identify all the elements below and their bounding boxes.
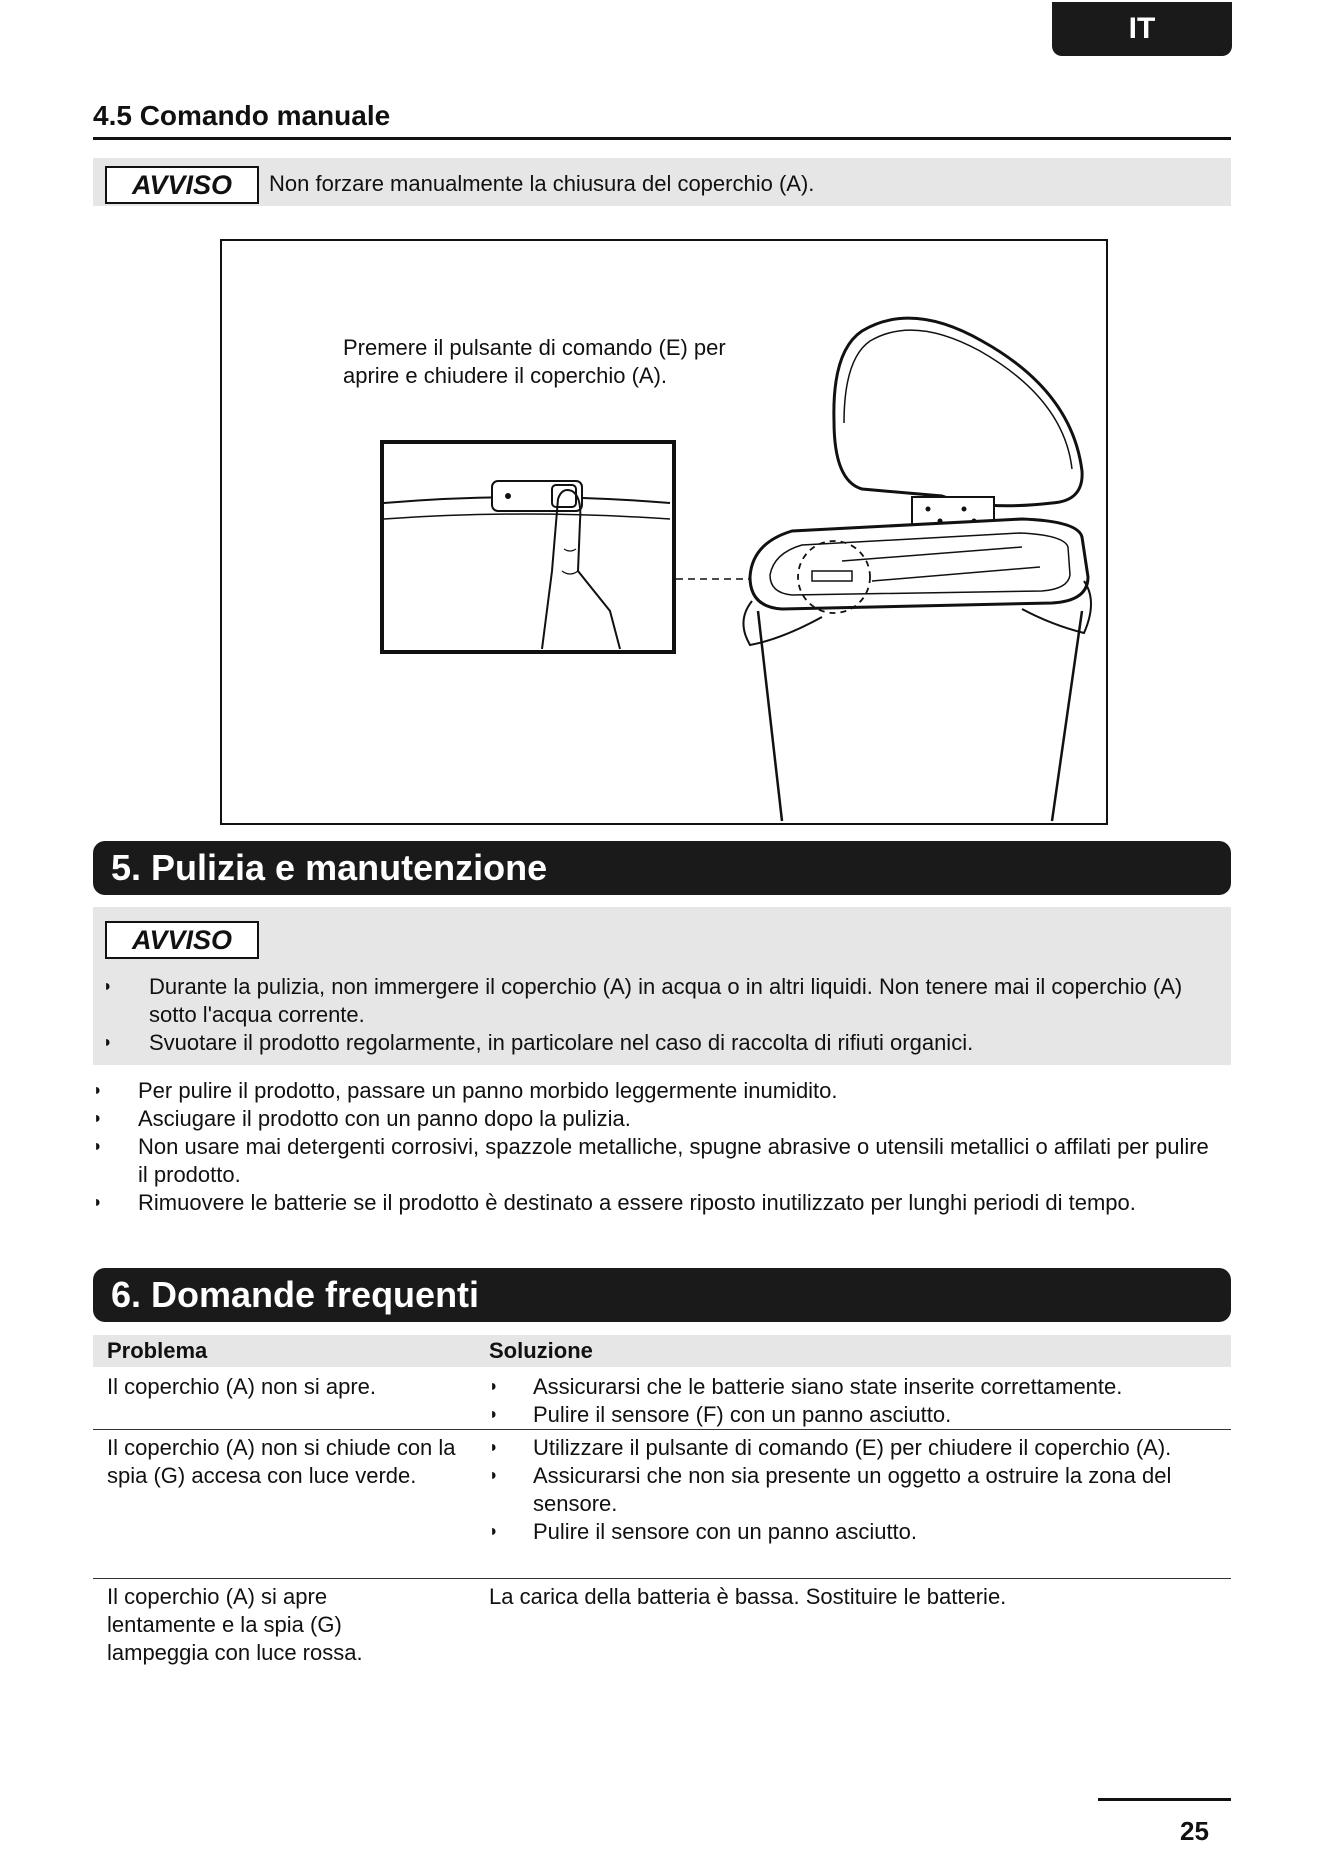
bullet-icon: ◗ [93,1082,103,1099]
list-item: ◗ Rimuovere le batterie se il prodotto è destinato a essere riposto inutilizzato per lunghi periodi di tempo. [93,1190,1136,1215]
table-row-divider [93,1429,1231,1430]
faq-problem-cell: Il coperchio (A) non si apre. [107,1374,377,1399]
illustration-frame [220,239,1108,825]
notice-box-cleaning [93,907,1231,1065]
figure-caption-line-1: Premere il pulsante di comando (E) per [343,335,726,360]
faq-solution-list [489,1434,1229,1546]
list-item: ◗ Pulire il sensore con un panno asciutto. [489,1519,918,1544]
column-header-solution: Soluzione [489,1338,593,1363]
section-rule [93,137,1231,140]
bullet-icon: ◗ [489,1523,499,1540]
list-item: ◗ Durante la pulizia, non immergere il coperchio (A) in acqua o in altri liquidi. Non tenere mai il coperchio (A) sotto l'acqua corrente. [103,974,1183,1027]
list-item: ◗ Assicurarsi che non sia presente un oggetto a ostruire la zona del sensore. [489,1463,1172,1516]
trash-can-illustration [222,241,1106,823]
notice-box-manual [93,158,1231,206]
bullet-icon: ◗ [93,1194,103,1211]
list-item: ◗ Assicurarsi che le batterie siano state inserite correttamente. [489,1374,1123,1399]
notice-list [103,973,1203,1057]
faq-problem-cell: Il coperchio (A) si apre lentamente e la spia (G) lampeggia con luce rossa. [107,1584,363,1665]
list-item: ◗ Asciugare il prodotto con un panno dopo la pulizia. [93,1106,631,1131]
column-header-problem: Problema [107,1338,208,1363]
list-item: ◗ Svuotare il prodotto regolarmente, in particolare nel caso di raccolta di rifiuti organici. [103,1030,974,1055]
section-title-cleaning: 5. Pulizia e manutenzione [93,841,1231,895]
list-item: ◗ Pulire il sensore (F) con un panno asciutto. [489,1402,952,1427]
footer-rule [1098,1798,1231,1801]
bullet-icon: ◗ [103,1034,113,1051]
language-tab: IT [1052,2,1232,56]
figure-caption-line-2: aprire e chiudere il coperchio (A). [343,363,668,388]
bullet-icon: ◗ [489,1378,499,1395]
table-row-divider [93,1578,1231,1579]
bullet-icon: ◗ [489,1406,499,1423]
faq-table-header [93,1335,1231,1367]
bullet-icon: ◗ [489,1467,499,1484]
faq-solution-cell: La carica della batteria è bassa. Sostituire le batterie. [489,1584,1007,1609]
list-item: ◗ Utilizzare il pulsante di comando (E) per chiudere il coperchio (A). [489,1435,1172,1460]
bullet-icon: ◗ [93,1110,103,1127]
page-number: 25 [1180,1816,1209,1846]
bullet-icon: ◗ [489,1439,499,1456]
faq-problem-cell: Il coperchio (A) non si chiude con la spia (G) accesa con luce verde. [107,1435,456,1488]
bullet-icon: ◗ [103,978,113,995]
list-item: ◗ Per pulire il prodotto, passare un panno morbido leggermente inumidito. [93,1078,838,1103]
notice-text: Non forzare manualmente la chiusura del coperchio (A). [269,171,815,196]
section-title-faq: 6. Domande frequenti [93,1268,1231,1322]
section-title-manual-control: 4.5 Comando manuale [93,100,391,131]
faq-solution-list [489,1373,1229,1429]
bullet-icon: ◗ [93,1138,103,1155]
list-item: ◗ Non usare mai detergenti corrosivi, spazzole metalliche, spugne abrasive o utensili metallici o affilati per pulire il prodotto. [93,1134,1209,1187]
figure-caption [343,334,783,390]
notice-label: AVVISO [105,921,259,959]
notice-label: AVVISO [105,166,259,204]
cleaning-list [93,1077,1213,1217]
